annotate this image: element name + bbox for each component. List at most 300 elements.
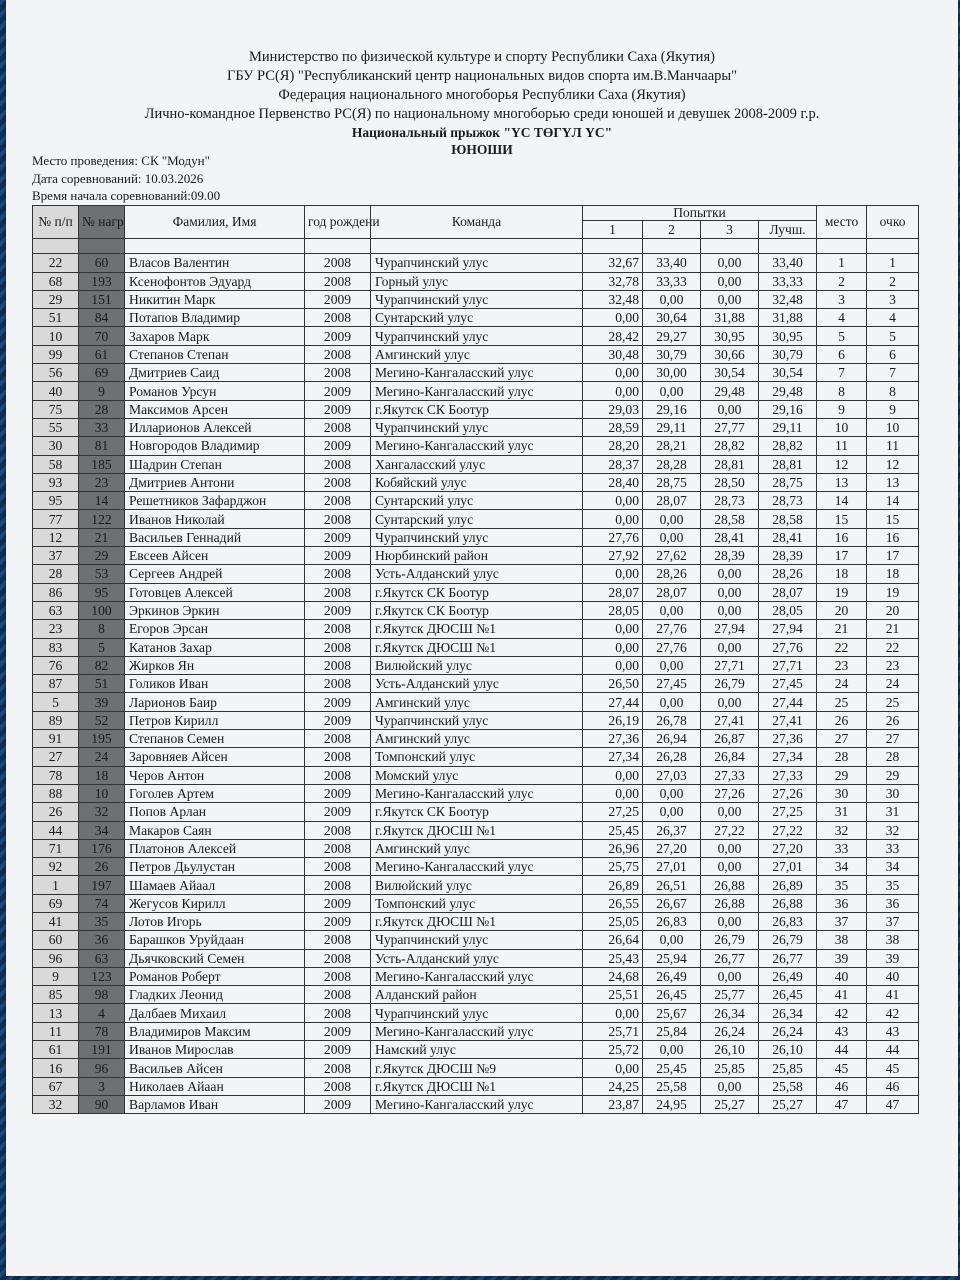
header-ministry: Министерство по физической культуре и спорту Республики Саха (Якутия) bbox=[249, 49, 715, 65]
cell-attempt-2: 0,00 bbox=[643, 601, 701, 619]
cell-best: 27,76 bbox=[759, 638, 817, 656]
cell-best: 26,49 bbox=[759, 967, 817, 985]
cell-name: Заровняев Айсен bbox=[125, 748, 305, 766]
cell-year: 2009 bbox=[305, 382, 371, 400]
col-attempt-3-header: 3 bbox=[701, 221, 759, 239]
cell-attempt-2: 27,01 bbox=[643, 858, 701, 876]
cell-num: 32 bbox=[33, 1095, 79, 1113]
results-body bbox=[33, 254, 919, 1114]
cell-year: 2008 bbox=[305, 364, 371, 382]
cell-team: г.Якутск СК Боотур bbox=[371, 583, 583, 601]
cell-best: 30,79 bbox=[759, 345, 817, 363]
cell-attempt-1: 0,00 bbox=[583, 510, 643, 528]
cell-best: 31,88 bbox=[759, 309, 817, 327]
cell-best: 26,88 bbox=[759, 894, 817, 912]
cell-points: 26 bbox=[867, 711, 919, 729]
table-row bbox=[33, 364, 919, 382]
cell-attempt-2: 25,45 bbox=[643, 1059, 701, 1077]
cell-team: Мегино-Кангаласский улус bbox=[371, 364, 583, 382]
cell-points: 37 bbox=[867, 912, 919, 930]
cell-attempt-1: 28,05 bbox=[583, 601, 643, 619]
cell-team: Мегино-Кангаласский улус bbox=[371, 437, 583, 455]
cell-num: 61 bbox=[33, 1041, 79, 1059]
cell-num: 69 bbox=[33, 894, 79, 912]
cell-attempt-1: 27,25 bbox=[583, 803, 643, 821]
cell-name: Никитин Марк bbox=[125, 290, 305, 308]
cell-bib: 8 bbox=[79, 620, 125, 638]
cell-team: Амгинский улус bbox=[371, 730, 583, 748]
cell-attempt-1: 26,96 bbox=[583, 839, 643, 857]
cell-place: 21 bbox=[817, 620, 867, 638]
cell-points: 11 bbox=[867, 437, 919, 455]
cell-num: 23 bbox=[33, 620, 79, 638]
cell-attempt-2: 28,07 bbox=[643, 492, 701, 510]
table-row bbox=[33, 839, 919, 857]
cell-points: 5 bbox=[867, 327, 919, 345]
cell-attempt-2: 24,95 bbox=[643, 1095, 701, 1113]
table-row bbox=[33, 1077, 919, 1095]
table-row bbox=[33, 272, 919, 290]
cell-year: 2008 bbox=[305, 949, 371, 967]
cell-team: Чурапчинский улус bbox=[371, 711, 583, 729]
table-row bbox=[33, 1041, 919, 1059]
cell-attempt-1: 0,00 bbox=[583, 382, 643, 400]
cell-attempt-1: 28,20 bbox=[583, 437, 643, 455]
cell-num: 13 bbox=[33, 1004, 79, 1022]
cell-attempt-2: 33,40 bbox=[643, 254, 701, 272]
cell-attempt-3: 27,77 bbox=[701, 418, 759, 436]
cell-num: 85 bbox=[33, 986, 79, 1004]
cell-place: 44 bbox=[817, 1041, 867, 1059]
cell-points: 25 bbox=[867, 693, 919, 711]
cell-attempt-3: 30,95 bbox=[701, 327, 759, 345]
cell-num: 60 bbox=[33, 931, 79, 949]
cell-name: Степанов Степан bbox=[125, 345, 305, 363]
cell-num: 77 bbox=[33, 510, 79, 528]
cell-place: 18 bbox=[817, 565, 867, 583]
cell-name: Евсеев Айсен bbox=[125, 547, 305, 565]
table-row bbox=[33, 327, 919, 345]
cell-bib: 18 bbox=[79, 766, 125, 784]
cell-num: 44 bbox=[33, 821, 79, 839]
cell-place: 30 bbox=[817, 784, 867, 802]
cell-year: 2008 bbox=[305, 254, 371, 272]
cell-num: 88 bbox=[33, 784, 79, 802]
cell-num: 99 bbox=[33, 345, 79, 363]
table-row bbox=[33, 492, 919, 510]
cell-attempt-3: 0,00 bbox=[701, 290, 759, 308]
cell-num: 1 bbox=[33, 876, 79, 894]
cell-year: 2008 bbox=[305, 748, 371, 766]
cell-name: Готовцев Алексей bbox=[125, 583, 305, 601]
table-row bbox=[33, 1004, 919, 1022]
cell-year: 2008 bbox=[305, 583, 371, 601]
cell-attempt-2: 27,62 bbox=[643, 547, 701, 565]
cell-place: 27 bbox=[817, 730, 867, 748]
cell-year: 2008 bbox=[305, 418, 371, 436]
cell-attempt-2: 28,75 bbox=[643, 473, 701, 491]
header-federation: Федерация национального многоборья Республики Саха (Якутия) bbox=[278, 87, 686, 103]
cell-place: 42 bbox=[817, 1004, 867, 1022]
cell-attempt-1: 25,45 bbox=[583, 821, 643, 839]
cell-year: 2008 bbox=[305, 858, 371, 876]
cell-place: 10 bbox=[817, 418, 867, 436]
cell-team: Нюрбинский район bbox=[371, 547, 583, 565]
cell-place: 15 bbox=[817, 510, 867, 528]
col-place-header: место bbox=[817, 206, 867, 239]
cell-attempt-1: 0,00 bbox=[583, 1004, 643, 1022]
cell-name: Барашков Уруйдаан bbox=[125, 931, 305, 949]
col-best-header: Лучш. bbox=[759, 221, 817, 239]
cell-team: Мегино-Кангаласский улус bbox=[371, 1095, 583, 1113]
cell-bib: 82 bbox=[79, 656, 125, 674]
table-row bbox=[33, 565, 919, 583]
table-row bbox=[33, 967, 919, 985]
cell-year: 2009 bbox=[305, 547, 371, 565]
cell-attempt-3: 0,00 bbox=[701, 254, 759, 272]
cell-attempt-3: 27,71 bbox=[701, 656, 759, 674]
cell-num: 58 bbox=[33, 455, 79, 473]
cell-num: 86 bbox=[33, 583, 79, 601]
cell-place: 46 bbox=[817, 1077, 867, 1095]
cell-attempt-3: 28,82 bbox=[701, 437, 759, 455]
cell-bib: 10 bbox=[79, 784, 125, 802]
cell-attempt-3: 27,41 bbox=[701, 711, 759, 729]
cell-num: 11 bbox=[33, 1022, 79, 1040]
cell-team: Сунтарский улус bbox=[371, 309, 583, 327]
cell-attempt-2: 27,76 bbox=[643, 638, 701, 656]
cell-attempt-3: 25,27 bbox=[701, 1095, 759, 1113]
cell-points: 1 bbox=[867, 254, 919, 272]
cell-name: Эркинов Эркин bbox=[125, 601, 305, 619]
cell-year: 2008 bbox=[305, 455, 371, 473]
cell-attempt-3: 0,00 bbox=[701, 400, 759, 418]
table-row bbox=[33, 876, 919, 894]
cell-bib: 74 bbox=[79, 894, 125, 912]
cell-attempt-2: 27,20 bbox=[643, 839, 701, 857]
col-name-header: Фамилия, Имя bbox=[125, 206, 305, 239]
cell-place: 6 bbox=[817, 345, 867, 363]
table-row bbox=[33, 931, 919, 949]
cell-team: г.Якутск ДЮСШ №9 bbox=[371, 1059, 583, 1077]
results-sheet bbox=[6, 0, 958, 1276]
cell-best: 30,95 bbox=[759, 327, 817, 345]
table-row bbox=[33, 1095, 919, 1113]
cell-num: 5 bbox=[33, 693, 79, 711]
cell-best: 27,34 bbox=[759, 748, 817, 766]
cell-name: Варламов Иван bbox=[125, 1095, 305, 1113]
cell-attempt-2: 26,37 bbox=[643, 821, 701, 839]
cell-attempt-3: 0,00 bbox=[701, 693, 759, 711]
cell-year: 2008 bbox=[305, 876, 371, 894]
cell-attempt-3: 0,00 bbox=[701, 272, 759, 290]
cell-team: Чурапчинский улус bbox=[371, 254, 583, 272]
cell-attempt-2: 33,33 bbox=[643, 272, 701, 290]
cell-team: Мегино-Кангаласский улус bbox=[371, 784, 583, 802]
cell-year: 2009 bbox=[305, 1041, 371, 1059]
cell-name: Лотов Игорь bbox=[125, 912, 305, 930]
cell-place: 12 bbox=[817, 455, 867, 473]
cell-points: 30 bbox=[867, 784, 919, 802]
cell-year: 2009 bbox=[305, 290, 371, 308]
cell-attempt-1: 0,00 bbox=[583, 656, 643, 674]
cell-attempt-1: 0,00 bbox=[583, 364, 643, 382]
cell-num: 76 bbox=[33, 656, 79, 674]
cell-attempt-3: 0,00 bbox=[701, 912, 759, 930]
cell-attempt-1: 28,59 bbox=[583, 418, 643, 436]
cell-team: г.Якутск ДЮСШ №1 bbox=[371, 912, 583, 930]
cell-points: 41 bbox=[867, 986, 919, 1004]
cell-year: 2009 bbox=[305, 1095, 371, 1113]
cell-attempt-2: 0,00 bbox=[643, 656, 701, 674]
cell-team: Мегино-Кангаласский улус bbox=[371, 1022, 583, 1040]
cell-attempt-3: 0,00 bbox=[701, 839, 759, 857]
cell-attempt-1: 25,51 bbox=[583, 986, 643, 1004]
cell-points: 23 bbox=[867, 656, 919, 674]
cell-attempt-3: 29,48 bbox=[701, 382, 759, 400]
cell-num: 27 bbox=[33, 748, 79, 766]
cell-points: 3 bbox=[867, 290, 919, 308]
header-category: ЮНОШИ bbox=[451, 142, 513, 157]
cell-attempt-2: 26,51 bbox=[643, 876, 701, 894]
cell-place: 2 bbox=[817, 272, 867, 290]
cell-name: Илларионов Алексей bbox=[125, 418, 305, 436]
cell-year: 2009 bbox=[305, 528, 371, 546]
table-row bbox=[33, 345, 919, 363]
cell-place: 40 bbox=[817, 967, 867, 985]
cell-attempt-1: 27,92 bbox=[583, 547, 643, 565]
cell-num: 71 bbox=[33, 839, 79, 857]
cell-year: 2008 bbox=[305, 675, 371, 693]
cell-attempt-2: 29,16 bbox=[643, 400, 701, 418]
cell-best: 26,10 bbox=[759, 1041, 817, 1059]
cell-year: 2008 bbox=[305, 309, 371, 327]
cell-year: 2008 bbox=[305, 620, 371, 638]
table-row bbox=[33, 583, 919, 601]
cell-place: 16 bbox=[817, 528, 867, 546]
cell-attempt-3: 26,79 bbox=[701, 675, 759, 693]
cell-year: 2008 bbox=[305, 345, 371, 363]
cell-points: 14 bbox=[867, 492, 919, 510]
cell-attempt-3: 0,00 bbox=[701, 858, 759, 876]
cell-place: 47 bbox=[817, 1095, 867, 1113]
cell-best: 26,89 bbox=[759, 876, 817, 894]
header-competition: Лично-командное Первенство РС(Я) по национальному многоборью среди юношей и девушек 2008-2009 г.р. bbox=[144, 106, 820, 122]
cell-attempt-1: 32,78 bbox=[583, 272, 643, 290]
cell-attempt-2: 30,00 bbox=[643, 364, 701, 382]
cell-attempt-2: 28,28 bbox=[643, 455, 701, 473]
cell-name: Егоров Эрсан bbox=[125, 620, 305, 638]
cell-bib: 35 bbox=[79, 912, 125, 930]
cell-bib: 52 bbox=[79, 711, 125, 729]
cell-bib: 23 bbox=[79, 473, 125, 491]
cell-bib: 24 bbox=[79, 748, 125, 766]
cell-attempt-2: 29,27 bbox=[643, 327, 701, 345]
cell-team: г.Якутск СК Боотур bbox=[371, 400, 583, 418]
cell-num: 91 bbox=[33, 730, 79, 748]
cell-attempt-2: 26,45 bbox=[643, 986, 701, 1004]
cell-place: 33 bbox=[817, 839, 867, 857]
cell-best: 26,77 bbox=[759, 949, 817, 967]
cell-best: 27,36 bbox=[759, 730, 817, 748]
cell-name: Жегусов Кирилл bbox=[125, 894, 305, 912]
cell-place: 7 bbox=[817, 364, 867, 382]
cell-name: Петров Дьулустан bbox=[125, 858, 305, 876]
cell-name: Васильев Геннадий bbox=[125, 528, 305, 546]
cell-place: 38 bbox=[817, 931, 867, 949]
cell-attempt-3: 27,33 bbox=[701, 766, 759, 784]
cell-name: Романов Роберт bbox=[125, 967, 305, 985]
cell-attempt-1: 0,00 bbox=[583, 766, 643, 784]
cell-team: Амгинский улус bbox=[371, 839, 583, 857]
cell-name: Ксенофонтов Эдуард bbox=[125, 272, 305, 290]
cell-best: 28,82 bbox=[759, 437, 817, 455]
cell-year: 2008 bbox=[305, 839, 371, 857]
cell-attempt-2: 0,00 bbox=[643, 528, 701, 546]
cell-best: 28,58 bbox=[759, 510, 817, 528]
col-num-header: № п/п bbox=[33, 206, 79, 239]
cell-attempt-2: 0,00 bbox=[643, 510, 701, 528]
table-row bbox=[33, 711, 919, 729]
cell-bib: 96 bbox=[79, 1059, 125, 1077]
col-attempt-1-header: 1 bbox=[583, 221, 643, 239]
cell-attempt-1: 32,67 bbox=[583, 254, 643, 272]
cell-team: Амгинский улус bbox=[371, 693, 583, 711]
cell-place: 36 bbox=[817, 894, 867, 912]
cell-place: 31 bbox=[817, 803, 867, 821]
cell-num: 87 bbox=[33, 675, 79, 693]
cell-name: Николаев Айаан bbox=[125, 1077, 305, 1095]
cell-team: Алданский район bbox=[371, 986, 583, 1004]
cell-points: 34 bbox=[867, 858, 919, 876]
cell-year: 2009 bbox=[305, 784, 371, 802]
cell-place: 3 bbox=[817, 290, 867, 308]
cell-attempt-1: 27,36 bbox=[583, 730, 643, 748]
cell-best: 28,26 bbox=[759, 565, 817, 583]
cell-attempt-2: 26,78 bbox=[643, 711, 701, 729]
cell-place: 45 bbox=[817, 1059, 867, 1077]
cell-team: Вилюйский улус bbox=[371, 876, 583, 894]
cell-attempt-1: 0,00 bbox=[583, 638, 643, 656]
cell-bib: 122 bbox=[79, 510, 125, 528]
cell-name: Шамаев Айаал bbox=[125, 876, 305, 894]
table-row bbox=[33, 1022, 919, 1040]
cell-attempt-1: 26,50 bbox=[583, 675, 643, 693]
cell-attempt-1: 0,00 bbox=[583, 309, 643, 327]
cell-attempt-3: 26,87 bbox=[701, 730, 759, 748]
cell-best: 27,26 bbox=[759, 784, 817, 802]
table-row bbox=[33, 912, 919, 930]
cell-best: 29,11 bbox=[759, 418, 817, 436]
cell-name: Попов Арлан bbox=[125, 803, 305, 821]
cell-bib: 39 bbox=[79, 693, 125, 711]
cell-bib: 197 bbox=[79, 876, 125, 894]
cell-name: Решетников Зафарджон bbox=[125, 492, 305, 510]
table-row bbox=[33, 858, 919, 876]
cell-name: Дмитриев Саид bbox=[125, 364, 305, 382]
cell-best: 26,83 bbox=[759, 912, 817, 930]
cell-points: 13 bbox=[867, 473, 919, 491]
cell-bib: 195 bbox=[79, 730, 125, 748]
cell-team: г.Якутск ДЮСШ №1 bbox=[371, 821, 583, 839]
cell-attempt-3: 26,88 bbox=[701, 894, 759, 912]
cell-team: г.Якутск ДЮСШ №1 bbox=[371, 638, 583, 656]
cell-name: Иванов Николай bbox=[125, 510, 305, 528]
cell-best: 26,24 bbox=[759, 1022, 817, 1040]
cell-attempt-2: 0,00 bbox=[643, 803, 701, 821]
cell-attempt-1: 26,55 bbox=[583, 894, 643, 912]
cell-name: Дьячковский Семен bbox=[125, 949, 305, 967]
cell-points: 45 bbox=[867, 1059, 919, 1077]
cell-name: Гоголев Артем bbox=[125, 784, 305, 802]
cell-place: 37 bbox=[817, 912, 867, 930]
cell-num: 28 bbox=[33, 565, 79, 583]
table-row bbox=[33, 693, 919, 711]
cell-points: 9 bbox=[867, 400, 919, 418]
cell-attempt-1: 24,68 bbox=[583, 967, 643, 985]
cell-best: 26,79 bbox=[759, 931, 817, 949]
header-event: Национальный прыжок "ҮС ТӨГҮЛ ҮС" bbox=[351, 125, 613, 140]
cell-name: Черов Антон bbox=[125, 766, 305, 784]
cell-attempt-2: 0,00 bbox=[643, 290, 701, 308]
cell-attempt-2: 27,45 bbox=[643, 675, 701, 693]
cell-name: Новгородов Владимир bbox=[125, 437, 305, 455]
cell-team: Намский улус bbox=[371, 1041, 583, 1059]
cell-bib: 69 bbox=[79, 364, 125, 382]
cell-year: 2009 bbox=[305, 693, 371, 711]
cell-attempt-3: 31,88 bbox=[701, 309, 759, 327]
cell-year: 2009 bbox=[305, 1022, 371, 1040]
cell-place: 35 bbox=[817, 876, 867, 894]
table-row bbox=[33, 784, 919, 802]
cell-num: 10 bbox=[33, 327, 79, 345]
cell-attempt-3: 30,66 bbox=[701, 345, 759, 363]
cell-name: Жирков Ян bbox=[125, 656, 305, 674]
cell-attempt-2: 0,00 bbox=[643, 693, 701, 711]
cell-team: Чурапчинский улус bbox=[371, 528, 583, 546]
cell-points: 27 bbox=[867, 730, 919, 748]
header-spacer-row bbox=[33, 239, 919, 254]
table-row bbox=[33, 949, 919, 967]
cell-attempt-1: 23,87 bbox=[583, 1095, 643, 1113]
cell-best: 25,58 bbox=[759, 1077, 817, 1095]
cell-attempt-1: 27,34 bbox=[583, 748, 643, 766]
cell-best: 30,54 bbox=[759, 364, 817, 382]
cell-place: 25 bbox=[817, 693, 867, 711]
col-team-header: Команда bbox=[371, 206, 583, 239]
cell-attempt-1: 0,00 bbox=[583, 492, 643, 510]
cell-name: Захаров Марк bbox=[125, 327, 305, 345]
table-row bbox=[33, 748, 919, 766]
cell-best: 29,16 bbox=[759, 400, 817, 418]
cell-team: г.Якутск ДЮСШ №1 bbox=[371, 620, 583, 638]
cell-bib: 176 bbox=[79, 839, 125, 857]
cell-num: 16 bbox=[33, 1059, 79, 1077]
cell-attempt-1: 25,72 bbox=[583, 1041, 643, 1059]
cell-year: 2008 bbox=[305, 492, 371, 510]
cell-attempt-1: 0,00 bbox=[583, 1059, 643, 1077]
cell-name: Далбаев Михаил bbox=[125, 1004, 305, 1022]
cell-bib: 100 bbox=[79, 601, 125, 619]
cell-team: Чурапчинский улус bbox=[371, 327, 583, 345]
cell-points: 17 bbox=[867, 547, 919, 565]
cell-points: 18 bbox=[867, 565, 919, 583]
cell-team: Хангаласский улус bbox=[371, 455, 583, 473]
table-row bbox=[33, 290, 919, 308]
cell-attempt-2: 30,64 bbox=[643, 309, 701, 327]
cell-name: Катанов Захар bbox=[125, 638, 305, 656]
cell-name: Владимиров Максим bbox=[125, 1022, 305, 1040]
